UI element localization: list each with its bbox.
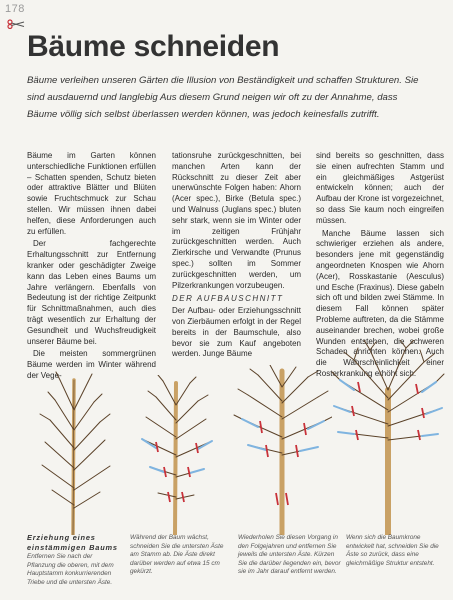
caption-stage-4: Wenn sich die Baumkrone entwickelt hat, schneiden Sie die Äste so zurück, dass eine gleichmäßige Struktur entsteht.: [346, 534, 439, 567]
scissors-icon: [7, 19, 25, 29]
caption-title: Erziehung eines einstämmigen Baums: [27, 533, 118, 552]
paragraph: Bäume im Garten können unterschiedliche Funktionen erfüllen – Schatten spenden, Schutz bieten oder attraktive Blätter und Blüten sowie Fruchtschmuck zur Schau stellen. Wir müssen ihnen dabei helfen, diese Anforderungen auch zu erfüllen.: [27, 151, 156, 236]
caption-stage-1: [27, 534, 122, 588]
caption-stage-3: Wiederholen Sie diesen Vorgang in den Folgejahren und entfernen Sie jeweils die untersten Äste. Kürzen Sie die darüber liegenden ein, bevor sie im Jahr darauf entfernt werden.: [238, 534, 341, 576]
section-heading: DER AUFBAUSCHNITT: [172, 294, 284, 304]
tree-illustration-stage-1: [30, 370, 120, 535]
text-column-2: [172, 151, 301, 362]
page-number: 178: [5, 3, 25, 15]
caption-stage-2: Während der Baum wächst, schneiden Sie die untersten Äste am Stamm ab. Die Äste direkt darüber werden auf etwa 15 cm gekürzt.: [130, 534, 224, 576]
tree-illustration-stage-4: [330, 340, 445, 535]
lead-paragraph: Bäume verleihen unseren Gärten die Illusion von Beständigkeit und schaffen Strukturen. Sie sind ausdauernd und langlebig Aus diesem Grund neigen wir oft zu der Annahme, dass Bäume völlig sich selbst überlassen werden können, was jedoch keinesfalls zutrifft.: [27, 75, 419, 120]
paragraph: sind bereits so geschnitten, dass sie einen aufrechten Stamm und ein gleichmäßiges Astgerüst entwickeln können; auch der Aufbau der Krone ist vorgezeichnet, so dass Sie kaum noch eingreifen müssen.: [316, 151, 444, 225]
pruning-illustrations: [0, 340, 453, 535]
paragraph: Der Aufbau- oder Erziehungsschnitt von Zierbäumen erfolgt in der Regel bereits in der Baumschule, also bevor sie zum Kauf angeboten werden. Junge Bäume: [172, 306, 301, 359]
paragraph: Die meisten sommergrünen Bäume werden im Winter während der Vege-: [27, 349, 156, 380]
tree-illustration-stage-3: [232, 365, 332, 535]
caption-text: Entfernen Sie nach der Pflanzung die oberen, mit dem Hauptstamm konkurrierenden Triebe und die untersten Äste.: [27, 553, 114, 586]
paragraph: tationsruhe zurückgeschnitten, bei manchen Arten kann der Rückschnitt zu dieser Zeit aber unerwünschte Folgen haben: Ahorn (Acer spec.), Birke (Betula spec.) und Walnuss (Juglans spec.) bluten sehr stark, wenn sie im Winter oder im zeitigen Frühjahr zurückgeschnitten werden. Auch Zierkirsche und Verwandte (Prunus spec.) sollten im Sommer zurückgeschnitten werden, um Pilzerkrankungen vorzubeugen.: [172, 151, 301, 290]
page-title: Bäume schneiden: [27, 30, 280, 63]
paragraph: Manche Bäume lassen sich schwieriger erziehen als andere, besonders jene mit gegenständig angeordneten Knospen wie Ahorn (Acer), Rosskastanie (Aesculus) und Esche (Fraxinus). Diese gabeln sich oft und bilden zwei Stämme. In diesem Fall können später Probleme auftreten, da die Stämme auseinander brechen, wobei große Wunden entstehen, die schweren Schaden anrichten können. Auch die Wahrscheinlichkeit einer Rosterkrankung erhöht sich.: [316, 228, 444, 378]
tree-illustration-stage-2: [128, 375, 223, 535]
paragraph: Der fachgerechte Erhaltungsschnitt zur Entfernung kranker oder geschädigter Zweige kann das Leben eines Baums um Jahre verlängern. Ebenfalls von Bedeutung ist der richtige Zeitpunkt für Schnittmaßnahmen, auch dies trägt wesentlich zur Erhaltung der Gesundheit und Wuchsfreudigkeit unserer Bäume bei.: [27, 239, 156, 346]
